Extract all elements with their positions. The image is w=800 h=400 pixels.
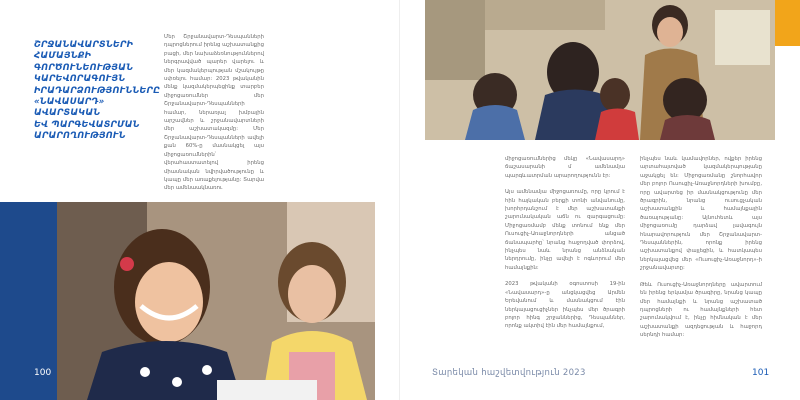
classroom-teacher-illustration (425, 0, 775, 140)
paragraph: Թեև Ուսուցիչ-Առաջնորդները ավարտում են իրենց երկամյա ծրագիրը, նրանց կապը մեր համայնքի և նրանց աշխատած դպրոցների ու համայնքների հետ շարունակվում է, ինչը հիմնական է մեր աշխատանքի ազդեցության և հաջորդ սերնդի համար: (640, 281, 762, 339)
headline-line: ԻՐԱԴԱՐՁՈՒԹՅՈՒՆՆԵՐԸ (34, 85, 161, 96)
headline-line: ՇՐՋԱՆԱՎԱՐՏՆԵՐԻ (34, 40, 134, 50)
headline-line: ՀԱՄԱՅՆՔԻ (34, 51, 92, 62)
page-number-right: 101 (752, 368, 770, 378)
photo-classroom-teacher (425, 0, 775, 140)
intro-paragraph: Մեր Շրջանավարտ-Դեսպանների դպրոցներում իրենց աշխատանքից բացի, մեր նախաձեռնություններով ներգրավված պարեր վարելու և մեր կազմակերպության մշակույթը սփռելու համար: 2023 թվականին մենք կազմակերպեցինք տարբեր միջոցառումներ մեր Շրջանավարտ-Դեսպանների համար, ներառյալ խմբային արշավներ և շրջանավարտների մեր աշխատակազմը: Մեր Շրջանավարտ-Դեսպանների ավելի քան 60%-ը մասնակցել այս միջոցառումներին՝ վերահաստատելով իրենց միասնական նվիրվածությունը և կապը մեր առաքելությանը: Տարվա մեր ամենաակնառու (164, 34, 264, 192)
photo-smiling-girls (57, 202, 375, 400)
orange-accent-block (775, 0, 800, 46)
intro-text-column (164, 33, 264, 201)
headline-line: «ՆԱՎԱՍԱՐԴ» ԱՎԱՐՏԱԿԱՆ (34, 97, 105, 119)
page-number-left: 100 (34, 368, 52, 378)
report-footer-title: Տարեկան հաշվետվություն 2023 (432, 368, 586, 378)
right-text-column-1 (505, 155, 625, 339)
headline-line: ԱՐԱՐՈՂՈՒԹՅՈՒՆ (34, 131, 126, 142)
section-headline (34, 40, 161, 143)
headline-line: ԵՎ ՊԱՐԳԵՎԱՏՐՄԱՆ (34, 119, 140, 130)
paragraph: 2023 թվականի օգոստոսի 19-ին «Նավասարդ»-ը անցկացվեց Արմեն Երեվանում և մասնակցում էին ներկայացուցիչներ ինչպես մեր ծրագրի բոլոր հինգ շրջաններից, Դեսպաններ, որոնք ակտիվ էին մեր համայնքում, (505, 281, 625, 330)
paragraph: ինչպես նաև կամավորներ, ովքեր իրենց արտահայտված կազմակերպությանը աջակցել են: Միջոցառմանը շնորհավոր մեր բոլոր Ուսուցիչ-Առաջնորդների խումբը, որը ավարտեց իր մասնակցությունը մեր ծրագրին, նրանց ուսուցչական աշխատանքին և համայնքային ծառայությանը: Այնուհետև այս միջոցառումը դարձավ լավագույն հնարավորություն մեր Շրջանավարտ-Դեսպաններին, որոնք իրենց աշխատանքով փայլեցին, և հատկապես ներկայացվեց մեր «Ուսուցիչ-Առաջնորդ»-ի շրջանավարտը: (640, 156, 762, 272)
headline-line: ԳՈՐԾՈՒՆԵՈՒԹՅԱՆ (34, 62, 134, 73)
classroom-photo-illustration (57, 202, 375, 400)
paragraph: միջոցառումներից մեկը «Նավասարդ» ճաշասարանի մ ամենամյա պարգևատրման արարողությունն էր: (505, 156, 625, 179)
paragraph: Այս ամենամյա միջոցառումը, որը կրում է հին հայկական բերքի տոնի անվանումը, խորհրդանշում է մեր աշխատանքի շարունակական աճն ու զարգացումը: Միջոցառմամբ մենք տոնում ենք մեր Ուսուցիչ-Առաջնորդների անցած ճանապարհը՝ նրանց հաջողված փորձով, ինչպես նաև նրանց անձնական ներդրումը, ինչը ավելի է ոգևորում մեր համայնքին: (505, 189, 625, 271)
right-text-column-2 (640, 155, 762, 348)
headline-line: ԿԱՐԵՎՈՐԱԳՈՒՅՆ (34, 74, 126, 85)
